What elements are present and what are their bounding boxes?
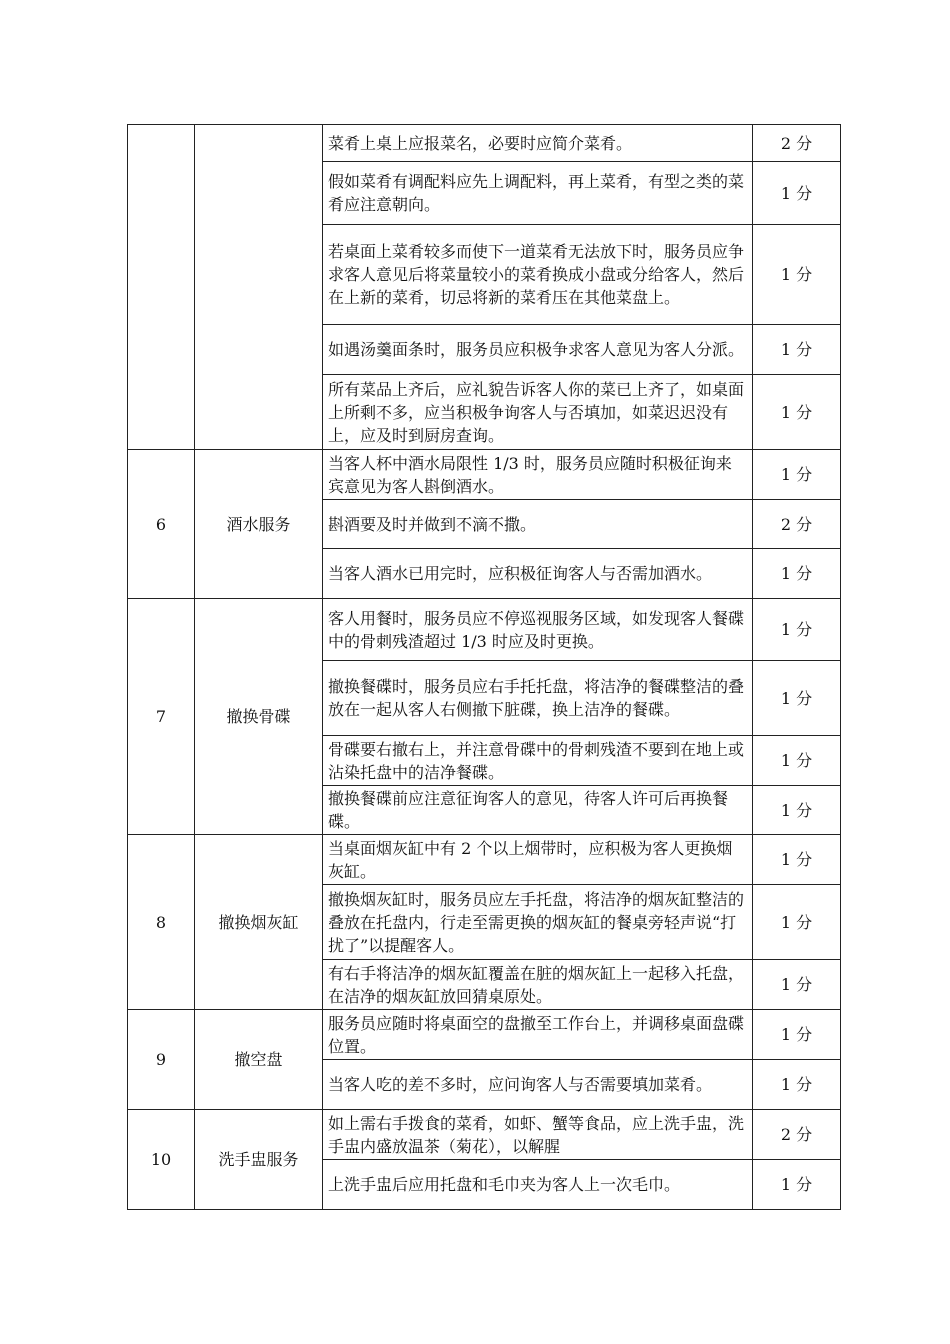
score-cell: 1 分	[753, 549, 841, 599]
item-number-cell	[128, 125, 195, 450]
table-row	[128, 450, 841, 500]
item-name-cell	[195, 125, 323, 450]
score-cell: 1 分	[753, 450, 841, 500]
requirement-text-cell: 客人用餐时，服务员应不停巡视服务区域，如发现客人餐碟中的骨刺残渣超过 1/3 时应及时更换。	[323, 599, 753, 661]
requirement-text-cell: 骨碟要右撤右上，并注意骨碟中的骨刺残渣不要到在地上或沾染托盘中的洁净餐碟。	[323, 736, 753, 786]
item-number-cell: 10	[128, 1110, 195, 1210]
requirement-text-cell: 撤换餐碟时，服务员应右手托托盘，将洁净的餐碟整洁的叠放在一起从客人右侧撤下脏碟，换上洁净的餐碟。	[323, 661, 753, 736]
requirement-text-cell: 斟酒要及时并做到不滴不撒。	[323, 500, 753, 549]
requirement-text-cell: 假如菜肴有调配料应先上调配料，再上菜肴，有型之类的菜肴应注意朝向。	[323, 162, 753, 225]
item-number-cell: 6	[128, 450, 195, 599]
item-name-cell: 撤换烟灰缸	[195, 835, 323, 1010]
requirement-text-cell: 若桌面上菜肴较多而使下一道菜肴无法放下时，服务员应争求客人意见后将菜量较小的菜肴换成小盘或分给客人，然后在上新的菜肴，切忌将新的菜肴压在其他菜盘上。	[323, 225, 753, 325]
item-number-cell: 8	[128, 835, 195, 1010]
score-cell: 2 分	[753, 125, 841, 162]
score-cell: 1 分	[753, 162, 841, 225]
score-cell: 1 分	[753, 325, 841, 375]
table-row	[128, 1010, 841, 1060]
requirement-text-cell: 当客人杯中酒水局限性 1/3 时，服务员应随时积极征询来宾意见为客人斟倒酒水。	[323, 450, 753, 500]
table-body	[128, 125, 841, 1210]
requirement-text-cell: 当客人酒水已用完时，应积极征询客人与否需加酒水。	[323, 549, 753, 599]
score-cell: 2 分	[753, 500, 841, 549]
requirement-text-cell: 如遇汤羹面条时，服务员应积极争求客人意见为客人分派。	[323, 325, 753, 375]
score-cell: 2 分	[753, 1110, 841, 1160]
requirement-text-cell: 如上需右手拨食的菜肴，如虾、蟹等食品，应上洗手盅，洗手盅内盛放温茶（菊花），以解腥	[323, 1110, 753, 1160]
item-name-cell: 撤空盘	[195, 1010, 323, 1110]
score-cell: 1 分	[753, 599, 841, 661]
requirement-text-cell: 撤换烟灰缸时，服务员应左手托盘，将洁净的烟灰缸整洁的叠放在托盘内，行走至需更换的烟灰缸的餐桌旁轻声说“打扰了”以提醒客人。	[323, 885, 753, 960]
requirement-text-cell: 上洗手盅后应用托盘和毛巾夹为客人上一次毛巾。	[323, 1160, 753, 1210]
score-cell: 1 分	[753, 885, 841, 960]
item-number-cell: 9	[128, 1010, 195, 1110]
requirement-text-cell: 所有菜品上齐后，应礼貌告诉客人你的菜已上齐了，如桌面上所剩不多，应当积极争询客人与否填加，如菜迟迟没有上，应及时到厨房查询。	[323, 375, 753, 450]
requirement-text-cell: 当客人吃的差不多时，应问询客人与否需要填加菜肴。	[323, 1060, 753, 1110]
table-row	[128, 835, 841, 885]
score-cell: 1 分	[753, 1160, 841, 1210]
table-row	[128, 1110, 841, 1160]
item-number-cell: 7	[128, 599, 195, 835]
item-name-cell: 洗手盅服务	[195, 1110, 323, 1210]
score-cell: 1 分	[753, 736, 841, 786]
table-row	[128, 125, 841, 162]
requirement-text-cell: 当桌面烟灰缸中有 2 个以上烟带时，应积极为客人更换烟灰缸。	[323, 835, 753, 885]
item-name-cell: 撤换骨碟	[195, 599, 323, 835]
requirement-text-cell: 有右手将洁净的烟灰缸覆盖在脏的烟灰缸上一起移入托盘，在洁净的烟灰缸放回猜桌原处。	[323, 960, 753, 1010]
score-cell: 1 分	[753, 1010, 841, 1060]
table-row	[128, 599, 841, 661]
score-cell: 1 分	[753, 1060, 841, 1110]
score-cell: 1 分	[753, 375, 841, 450]
score-cell: 1 分	[753, 225, 841, 325]
requirement-text-cell: 菜肴上桌上应报菜名，必要时应简介菜肴。	[323, 125, 753, 162]
score-cell: 1 分	[753, 661, 841, 736]
requirement-text-cell: 服务员应随时将桌面空的盘撤至工作台上，并调移桌面盘碟位置。	[323, 1010, 753, 1060]
requirement-text-cell: 撤换餐碟前应注意征询客人的意见，待客人许可后再换餐碟。	[323, 786, 753, 835]
score-cell: 1 分	[753, 786, 841, 835]
score-cell: 1 分	[753, 960, 841, 1010]
item-name-cell: 酒水服务	[195, 450, 323, 599]
service-scoring-table	[127, 124, 841, 1210]
score-cell: 1 分	[753, 835, 841, 885]
